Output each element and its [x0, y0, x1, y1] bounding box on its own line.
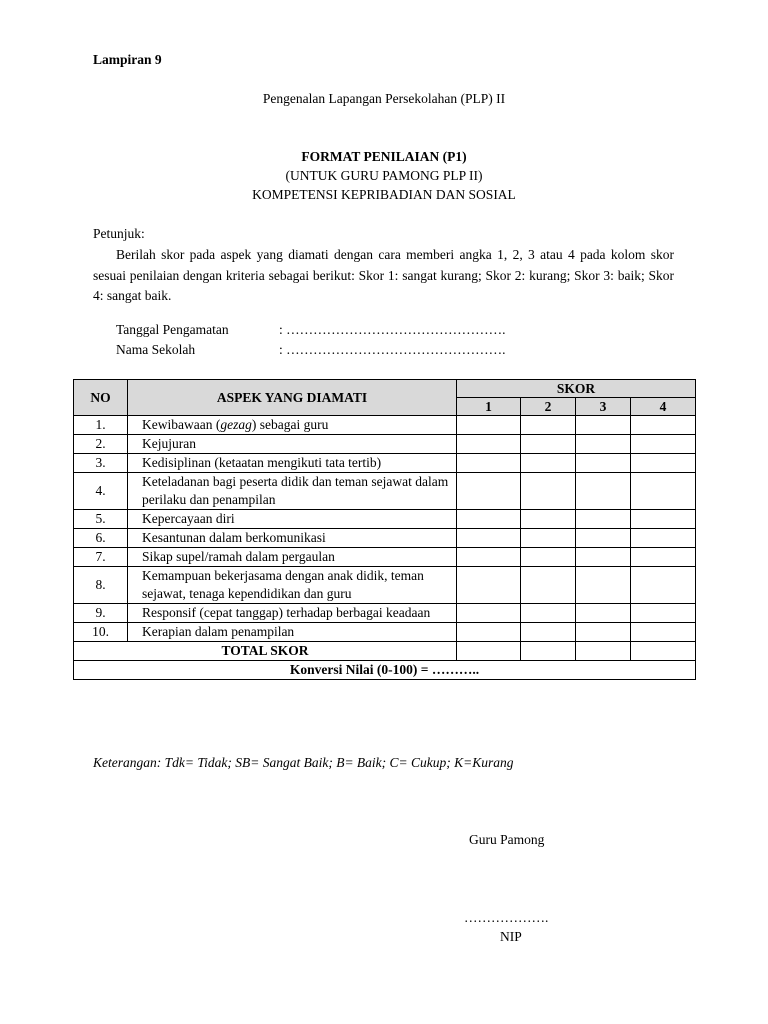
tanggal-value[interactable]: : …………………………………………. [279, 322, 506, 337]
score-cell-1[interactable] [457, 548, 521, 567]
aspek-text: Kejujuran [142, 436, 196, 451]
score-cell-3[interactable] [576, 529, 631, 548]
aspek-text: Kedisiplinan (ketaatan mengikuti tata tertib) [142, 455, 382, 470]
score-cell-4[interactable] [631, 435, 696, 454]
keterangan-note: Keterangan: Tdk= Tidak; SB= Sangat Baik; B= Baik; C= Cukup; K=Kurang [93, 755, 514, 770]
score-cell-4[interactable] [631, 548, 696, 567]
total-skor-3[interactable] [576, 642, 631, 661]
score-cell-1[interactable] [457, 510, 521, 529]
assessment-table [73, 379, 696, 680]
score-cell-3[interactable] [576, 435, 631, 454]
aspek-term: gezag [220, 417, 252, 432]
row-aspek [128, 473, 457, 510]
row-aspek [128, 548, 457, 567]
document-subtitle: Pengenalan Lapangan Persekolahan (PLP) II [262, 91, 506, 106]
table-row [74, 435, 696, 454]
row-aspek [128, 416, 457, 435]
score-cell-3[interactable] [576, 567, 631, 604]
row-number: 8. [74, 567, 128, 604]
konversi-row [74, 661, 696, 680]
table-row [74, 623, 696, 642]
score-cell-1[interactable] [457, 416, 521, 435]
table-row [74, 473, 696, 510]
header-skor-2: 2 [521, 398, 576, 416]
aspek-text: Sikap supel/ramah dalam pergaulan [142, 549, 335, 564]
score-cell-1[interactable] [457, 623, 521, 642]
row-number: 9. [74, 604, 128, 623]
form-audience: (UNTUK GURU PAMONG PLP II) [285, 168, 483, 183]
score-cell-2[interactable] [521, 567, 576, 604]
header-aspek: ASPEK YANG DIAMATI [128, 380, 457, 416]
aspek-text: Responsif (cepat tanggap) terhadap berbagai keadaan [142, 605, 431, 620]
form-competency: KOMPETENSI KEPRIBADIAN DAN SOSIAL [252, 187, 516, 202]
aspek-text: Kepercayaan diri [142, 511, 235, 526]
score-cell-2[interactable] [521, 548, 576, 567]
aspek-text: Keteladanan bagi peserta didik dan teman sejawat dalam perilaku dan penampilan [142, 474, 449, 507]
score-cell-1[interactable] [457, 473, 521, 510]
table-row [74, 454, 696, 473]
nip-label: NIP [500, 929, 522, 944]
score-cell-2[interactable] [521, 510, 576, 529]
table-row [74, 567, 696, 604]
score-cell-4[interactable] [631, 623, 696, 642]
instructions-text: Berilah skor pada aspek yang diamati dengan cara memberi angka 1, 2, 3 atau 4 pada kolom skor sesuai penilaian dengan kriteria sebagai berikut: Skor 1: sangat kurang; Skor 2: kurang; Skor 3: baik; Skor 4: sangat baik. [93, 247, 674, 303]
header-skor-1: 1 [457, 398, 521, 416]
tanggal-label: Tanggal Pengamatan [116, 322, 229, 337]
score-cell-3[interactable] [576, 510, 631, 529]
row-aspek [128, 435, 457, 454]
score-cell-4[interactable] [631, 473, 696, 510]
row-aspek [128, 529, 457, 548]
total-skor-1[interactable] [457, 642, 521, 661]
score-cell-2[interactable] [521, 529, 576, 548]
score-cell-4[interactable] [631, 454, 696, 473]
score-cell-4[interactable] [631, 529, 696, 548]
table-row [74, 548, 696, 567]
total-row [74, 642, 696, 661]
score-cell-4[interactable] [631, 416, 696, 435]
score-cell-2[interactable] [521, 416, 576, 435]
row-number: 2. [74, 435, 128, 454]
score-cell-1[interactable] [457, 454, 521, 473]
row-number: 1. [74, 416, 128, 435]
form-title: FORMAT PENILAIAN (P1) [301, 149, 467, 164]
row-number: 10. [74, 623, 128, 642]
row-aspek [128, 623, 457, 642]
aspek-text: Kesantunan dalam berkomunikasi [142, 530, 326, 545]
instructions-label: Petunjuk: [93, 226, 145, 241]
row-aspek [128, 604, 457, 623]
total-label: TOTAL SKOR [74, 642, 457, 661]
row-number: 5. [74, 510, 128, 529]
score-cell-2[interactable] [521, 454, 576, 473]
header-skor-4: 4 [631, 398, 696, 416]
score-cell-2[interactable] [521, 473, 576, 510]
score-cell-4[interactable] [631, 604, 696, 623]
konversi-label: Konversi Nilai (0-100) = ……….. [74, 661, 696, 680]
aspek-text-end: ) sebagai guru [251, 417, 329, 432]
score-cell-2[interactable] [521, 604, 576, 623]
total-skor-2[interactable] [521, 642, 576, 661]
table-row [74, 510, 696, 529]
score-cell-2[interactable] [521, 435, 576, 454]
row-number: 6. [74, 529, 128, 548]
lampiran-label: Lampiran 9 [93, 52, 162, 67]
row-aspek [128, 510, 457, 529]
score-cell-4[interactable] [631, 510, 696, 529]
row-aspek [128, 567, 457, 604]
score-cell-1[interactable] [457, 567, 521, 604]
signature-line[interactable]: ………………. [464, 910, 549, 925]
row-aspek [128, 454, 457, 473]
sekolah-value[interactable]: : …………………………………………. [279, 342, 506, 357]
score-cell-1[interactable] [457, 435, 521, 454]
score-cell-3[interactable] [576, 604, 631, 623]
score-cell-4[interactable] [631, 567, 696, 604]
total-skor-4[interactable] [631, 642, 696, 661]
score-cell-3[interactable] [576, 454, 631, 473]
score-cell-1[interactable] [457, 604, 521, 623]
score-cell-3[interactable] [576, 548, 631, 567]
header-skor: SKOR [457, 380, 696, 398]
score-cell-2[interactable] [521, 623, 576, 642]
table-row [74, 529, 696, 548]
header-no: NO [74, 380, 128, 416]
score-cell-3[interactable] [576, 623, 631, 642]
header-skor-3: 3 [576, 398, 631, 416]
sekolah-label: Nama Sekolah [116, 342, 196, 357]
guru-pamong-label: Guru Pamong [469, 832, 545, 847]
row-number: 3. [74, 454, 128, 473]
score-cell-3[interactable] [576, 473, 631, 510]
score-cell-3[interactable] [576, 416, 631, 435]
aspek-text: Kewibawaan ( [142, 417, 221, 432]
table-row [74, 416, 696, 435]
row-number: 4. [74, 473, 128, 510]
table-row [74, 604, 696, 623]
aspek-text: Kerapian dalam penampilan [142, 624, 295, 639]
aspek-text: Kemampuan bekerjasama dengan anak didik, teman sejawat, tenaga kependidikan dan guru [142, 568, 424, 601]
row-number: 7. [74, 548, 128, 567]
score-cell-1[interactable] [457, 529, 521, 548]
